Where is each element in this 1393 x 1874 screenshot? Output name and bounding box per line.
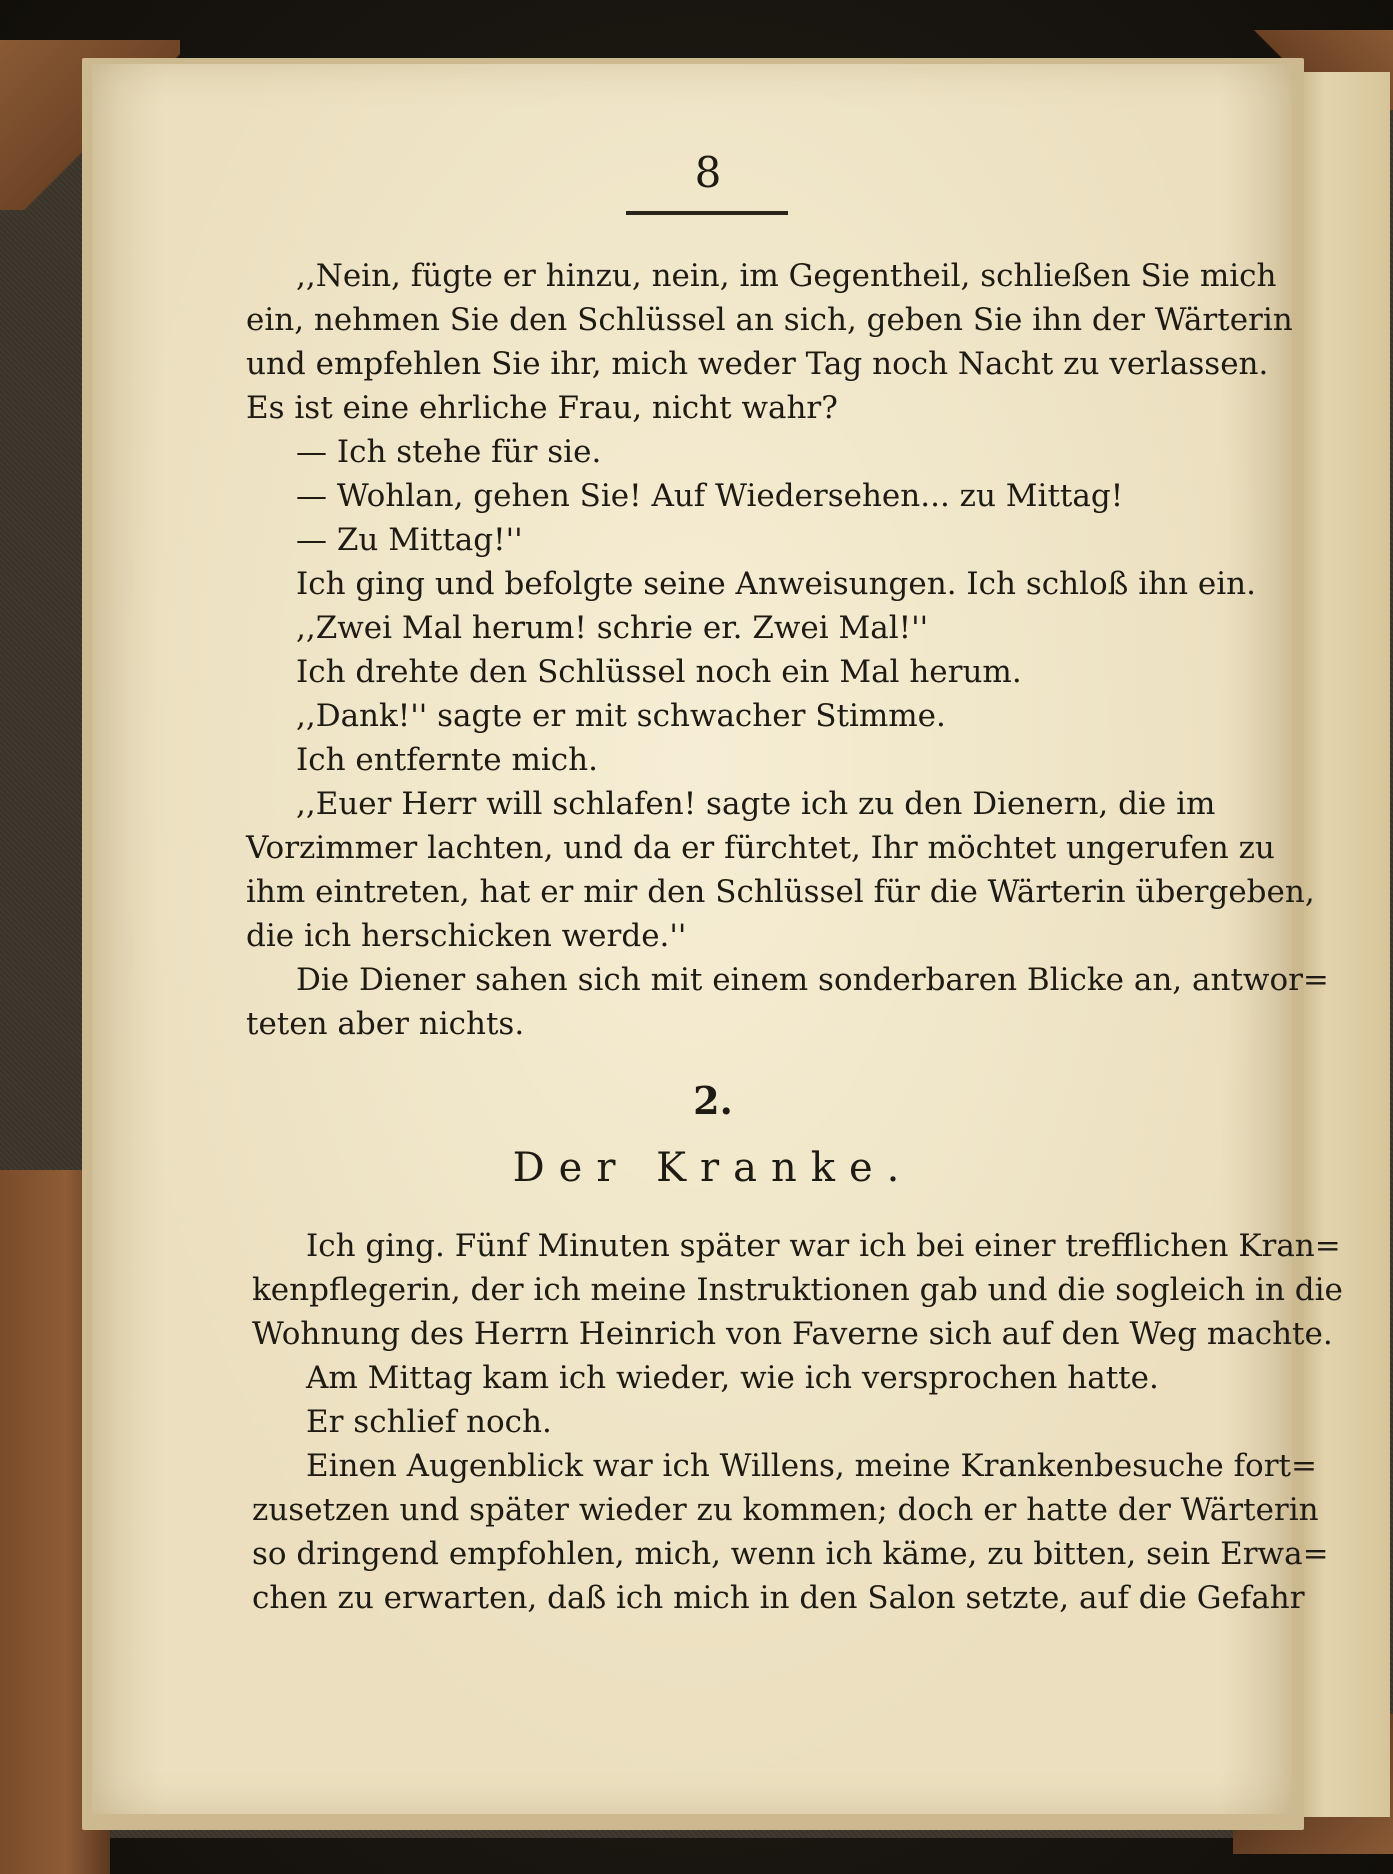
text-line: Er schlief noch.	[306, 1404, 552, 1440]
text-line: Ich ging. Fünf Minuten später war ich bei einer trefflichen Kran=	[306, 1228, 1341, 1264]
text-line: Am Mittag kam ich wieder, wie ich versprochen hatte.	[306, 1360, 1159, 1396]
text-line: ein, nehmen Sie den Schlüssel an sich, geben Sie ihn der Wärterin	[246, 302, 1293, 338]
text-line: zusetzen und später wieder zu kommen; doch er hatte der Wärterin	[252, 1492, 1319, 1528]
section-number: 2.	[693, 1078, 733, 1123]
text-line: — Ich stehe für sie.	[296, 434, 602, 470]
text-line: — Wohlan, gehen Sie! Auf Wiedersehen... zu Mittag!	[296, 478, 1124, 514]
text-line: Ich drehte den Schlüssel noch ein Mal herum.	[296, 654, 1022, 690]
text-line: ,,Nein, fügte er hinzu, nein, im Gegentheil, schließen Sie mich	[296, 258, 1277, 294]
text-line: so dringend empfohlen, mich, wenn ich käme, zu bitten, sein Erwa=	[252, 1536, 1329, 1572]
text-line: — Zu Mittag!''	[296, 522, 523, 558]
text-line: Wohnung des Herrn Heinrich von Faverne sich auf den Weg machte.	[252, 1316, 1333, 1352]
text-line: und empfehlen Sie ihr, mich weder Tag noch Nacht zu verlassen.	[246, 346, 1269, 382]
text-line: ,,Euer Herr will schlafen! sagte ich zu den Dienern, die im	[296, 786, 1216, 822]
page-number: 8	[694, 148, 722, 197]
text-line: Die Diener sahen sich mit einem sonderbaren Blicke an, antwor=	[296, 962, 1329, 998]
text-line: kenpflegerin, der ich meine Instruktionen gab und die sogleich in die	[252, 1272, 1343, 1308]
text-line: ,,Zwei Mal herum! schrie er. Zwei Mal!''	[296, 610, 929, 646]
text-line: die ich herschicken werde.''	[246, 918, 687, 954]
text-line: ihm eintreten, hat er mir den Schlüssel für die Wärterin übergeben,	[246, 874, 1315, 910]
text-line: Es ist eine ehrliche Frau, nicht wahr?	[246, 390, 838, 426]
text-line: chen zu erwarten, daß ich mich in den Salon setzte, auf die Gefahr	[252, 1580, 1305, 1616]
text-line: teten aber nichts.	[246, 1006, 525, 1042]
text-line: Ich ging und befolgte seine Anweisungen. Ich schloß ihn ein.	[296, 566, 1256, 602]
text-line: Vorzimmer lachten, und da er fürchtet, Ihr möchtet ungerufen zu	[246, 830, 1275, 866]
text-line: Ich entfernte mich.	[296, 742, 598, 778]
text-line: Einen Augenblick war ich Willens, meine Krankenbesuche fort=	[306, 1448, 1317, 1484]
section-title: Der Kranke.	[512, 1145, 914, 1191]
text-line: ,,Dank!'' sagte er mit schwacher Stimme.	[296, 698, 946, 734]
